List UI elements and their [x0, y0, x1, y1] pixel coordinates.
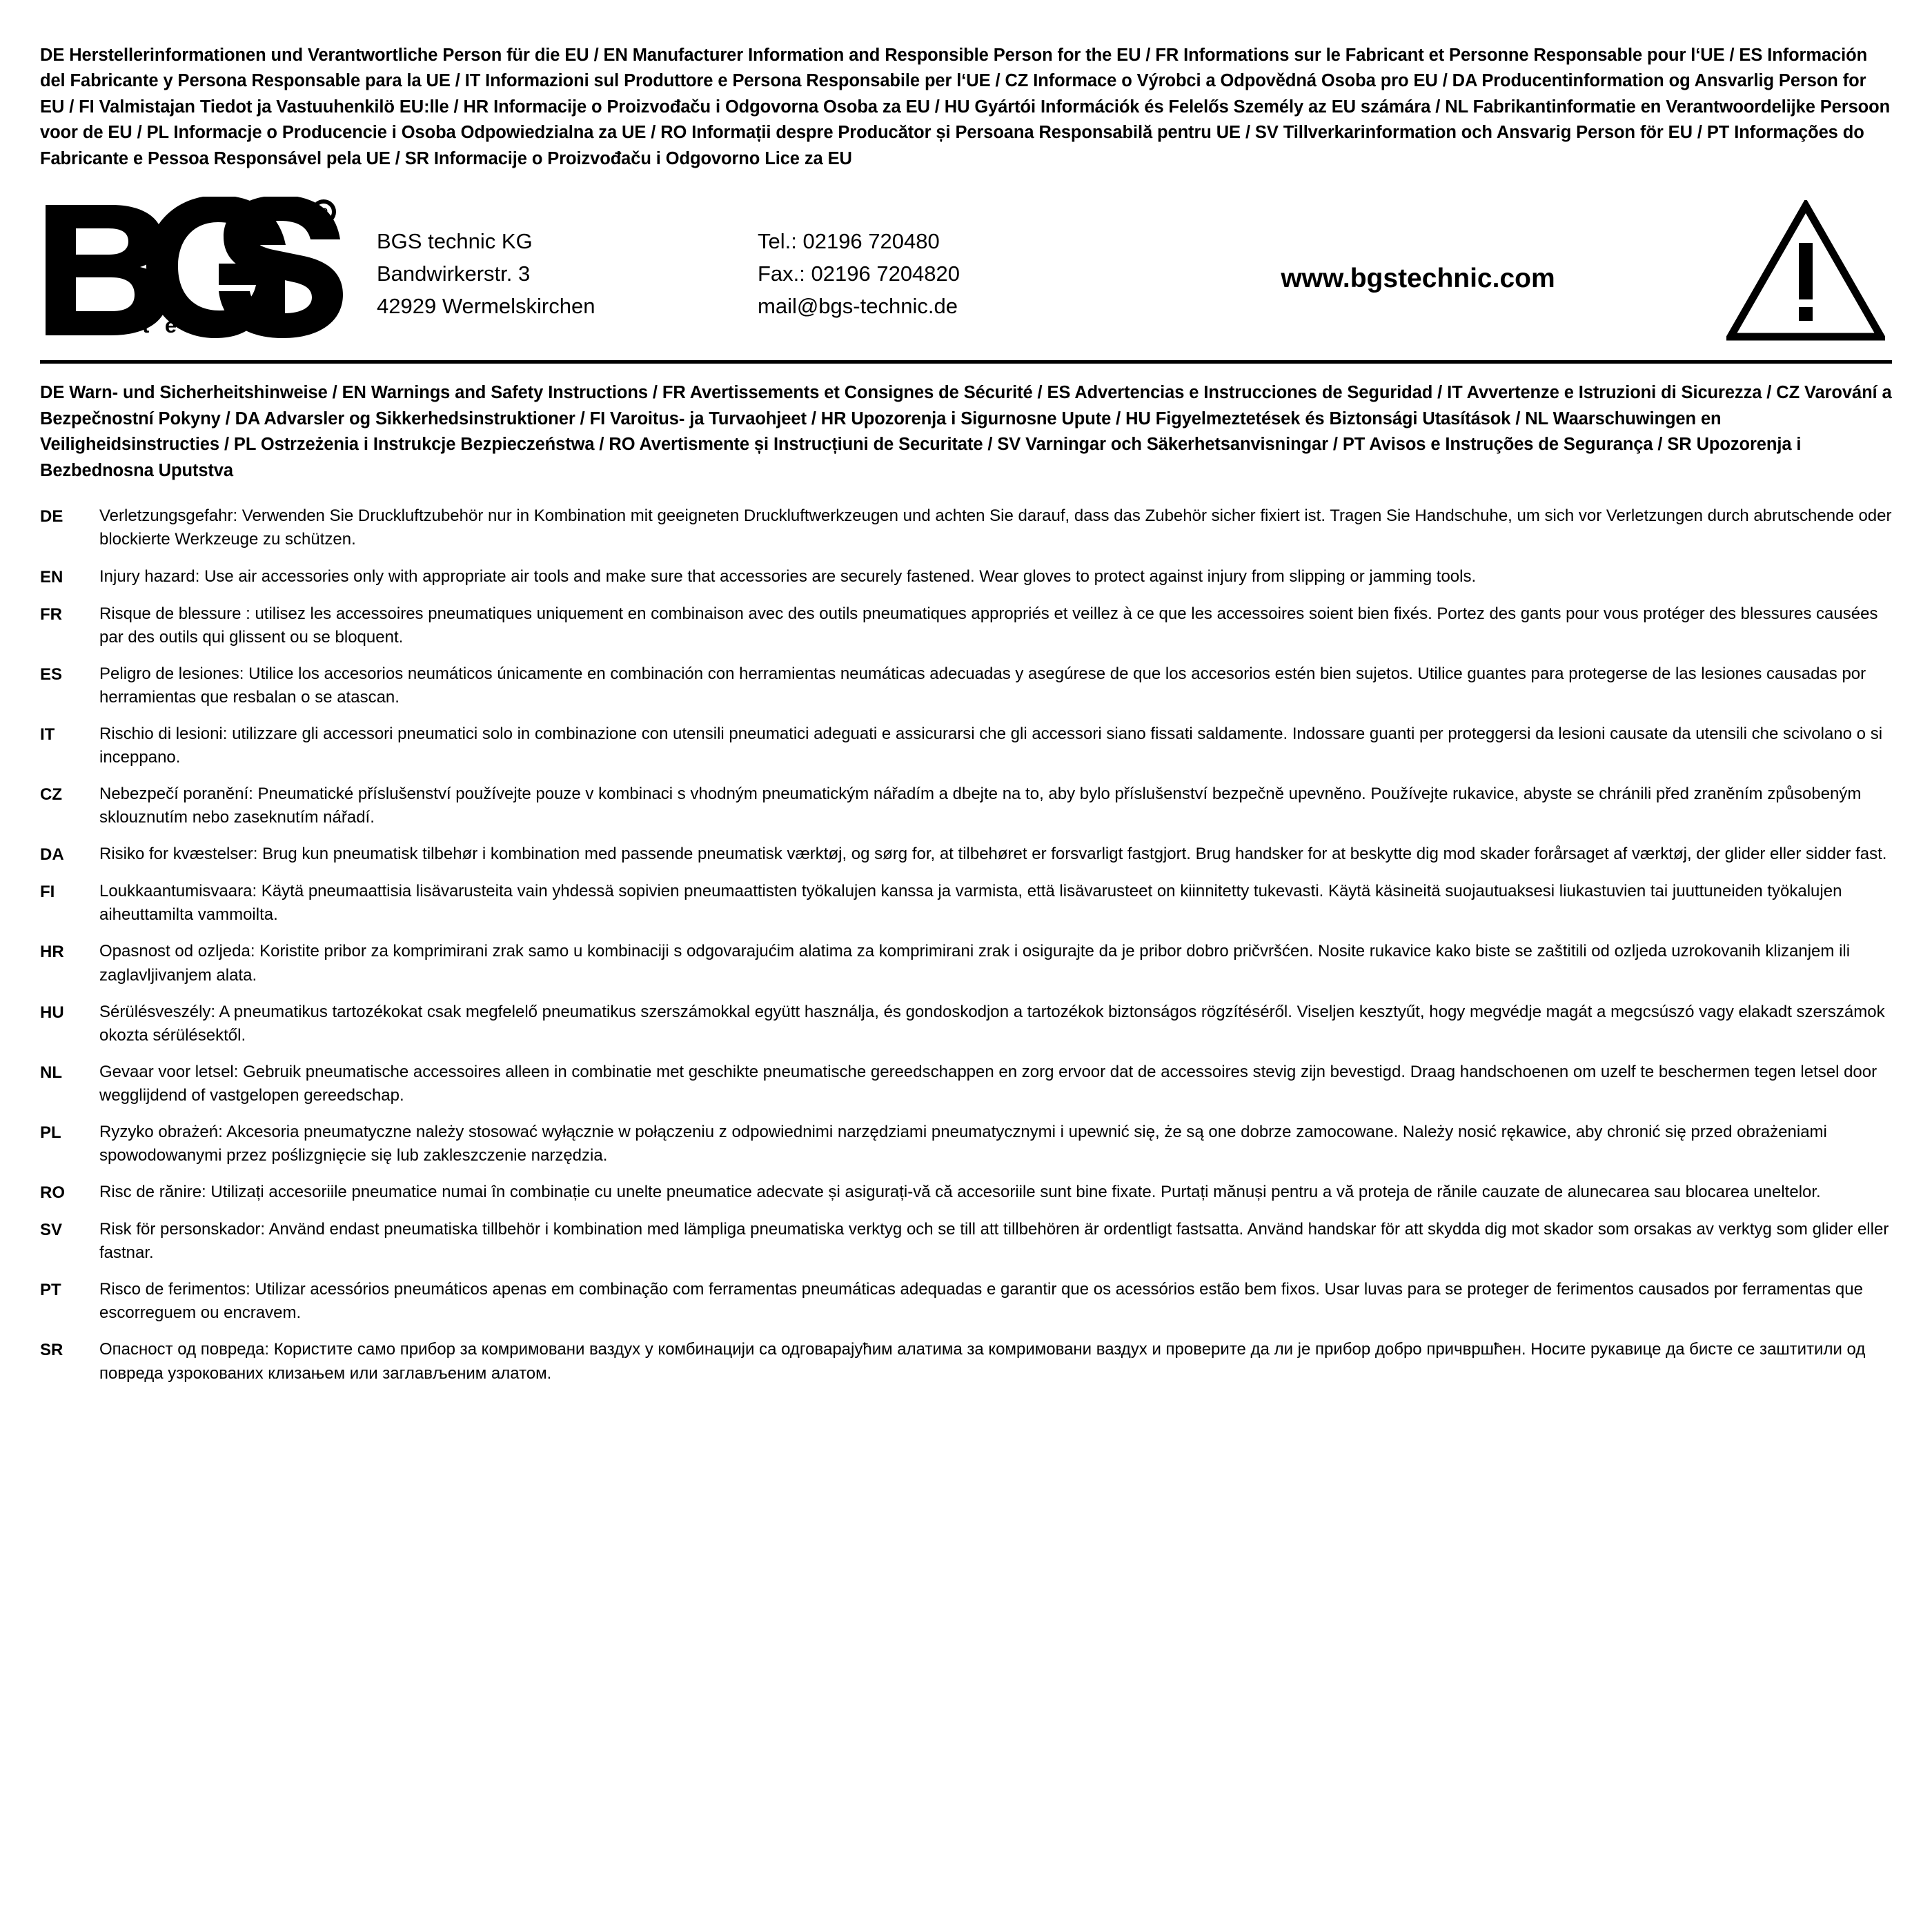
- language-code: IT: [40, 724, 55, 744]
- language-text: Loukkaantumisvaara: Käytä pneumaattisia lisävarusteita vain yhdessä sopivien pneumaattisten työkalujen kanssa ja varmista, että lisävarusteet on kiinnitetty tukevasti. Käytä käsineitä suojautuaksesi liukastuvien tai juuttuneiden työkalujen aiheuttamilta vammoilta.: [99, 882, 1842, 925]
- language-code: SV: [40, 1221, 63, 1240]
- language-code: DE: [40, 507, 63, 526]
- language-code: FI: [40, 883, 55, 902]
- list-item: [40, 1181, 1892, 1205]
- company-contact: [758, 219, 1144, 322]
- list-item: [40, 1278, 1892, 1325]
- list-item: [40, 1061, 1892, 1107]
- page-title: DE Herstellerinformationen und Verantwortliche Person für die EU / EN Manufacturer Information and Responsible Person for the EU / FR Informations sur le Fabricant et Personne Responsable pour l‘UE / ES Información del Fabricante y Persona Responsable para la UE / IT Informazioni sul Produttore e Persona Responsabile per l‘UE / CZ Informace o Výrobci a Odpovědná Osoba pro EU / DA Producentinformation og Ansvarlig Person for EU / FI Valmistajan Tiedot ja Vastuuhenkilö EU:lle / HR Informacije o Proizvođaču i Odgovorna Osoba za EU / HU Gyártói Információk és Felelős Személy az EU számára / NL Fabrikantinformatie en Verantwoordelijke Persoon voor de EU / PL Informacje o Producencie i Osoba Odpowiedzialna za UE / RO Informații despre Producător și Persoana Responsabilă pentru UE / SV Tillverkarinformation och Ansvarig Person för EU / PT Informações do Fabricante e Pessoa Responsável pela UE / SR Informacije o Proizvođaču i Odgovorno Lice za EU: [40, 46, 1891, 168]
- language-text: Опасност од повреда: Користите само прибор за комримовани ваздух у комбинацији са одговарајућим алатима за комримовани ваздух и проверите да ли је прибор добро причвршћен. Носите рукавице да бисте се заштитили од повреда узрокованих клизањем или заглављеним алатом.: [99, 1340, 1866, 1383]
- language-code: DA: [40, 845, 64, 865]
- language-text: Risque de blessure : utilisez les accessoires pneumatiques uniquement en combinaison avec des outils pneumatiques appropriés et veillez à ce que les accessoires soient bien fixés. Portez des gants pour vous protéger des blessures causées par des outils qui glissent ou se bloquent.: [99, 604, 1878, 647]
- company-name: BGS technic KG: [377, 229, 533, 254]
- company-fax: Fax.: 02196 7204820: [758, 262, 960, 286]
- language-code: ES: [40, 664, 63, 684]
- svg-text:R: R: [319, 206, 328, 221]
- language-text: Risc de rănire: Utilizați accesoriile pneumatice numai în combinație cu unelte pneumatice adecvate și asigurați-vă că accesoriile sunt bine fixate. Purtați mănuși pentru a vă proteja de rănile cauzate de alunecarea sau blocarea uneltelor.: [99, 1183, 1821, 1202]
- language-code: PT: [40, 1281, 61, 1300]
- language-text: Nebezpečí poranění: Pneumatické příslušenství používejte pouze v kombinaci s vhodným pneumatickým nářadím a dbejte na to, aby bylo příslušenství bezpečně upevněno. Používejte rukavice, abyste se chránili před zraněním způsobeným sklouznutím nebo zaseknutím nářadí.: [99, 785, 1862, 827]
- list-item: [40, 722, 1892, 769]
- list-item: [40, 1338, 1892, 1385]
- language-text: Verletzungsgefahr: Verwenden Sie Druckluftzubehör nur in Kombination mit geeigneten Druckluftwerkzeugen und achten Sie darauf, dass das Zubehör sicher fixiert ist. Tragen Sie Handschuhe, um sich vor Verletzungen durch abrutschende oder blockierte Werkzeuge zu schützen.: [99, 506, 1892, 549]
- language-code: FR: [40, 604, 62, 624]
- list-item: [40, 940, 1892, 987]
- list-item: [40, 782, 1892, 829]
- language-text: Ryzyko obrażeń: Akcesoria pneumatyczne należy stosować wyłącznie w połączeniu z odpowiednimi narzędziami pneumatycznymi i upewnić się, że są one dobrze zamocowane. Należy nosić rękawice, aby chronić się przed obrażeniami spowodowanymi przez poślizgnięcie się lub zakleszczenie narzędzia.: [99, 1122, 1827, 1165]
- language-code: PL: [40, 1123, 61, 1142]
- company-street: Bandwirkerstr. 3: [377, 262, 531, 286]
- language-text: Risco de ferimentos: Utilizar acessórios pneumáticos apenas em combinação com ferramentas pneumáticas adequadas e garantir que os acessórios estão bem fixos. Usar luvas para se proteger de ferimentos causados por ferramentas que escorreguem ou encravem.: [99, 1280, 1863, 1323]
- bgs-logo: [40, 197, 364, 345]
- language-text: Risiko for kvæstelser: Brug kun pneumatisk tilbehør i kombination med passende pneumatisk værktøj, og sørg for, at tilbehøret er forsvarligt fastgjort. Brug handsker for at beskytte dig mod skader forårsaget af værktøj, der glider eller sidder fast.: [99, 845, 1887, 864]
- language-text: Injury hazard: Use air accessories only with appropriate air tools and make sure that accessories are securely fastened. Wear gloves to protect against injury from slipping or jamming tools.: [99, 566, 1477, 586]
- company-email[interactable]: mail@bgs-technic.de: [758, 294, 958, 319]
- company-city: 42929 Wermelskirchen: [377, 294, 595, 319]
- language-text: Peligro de lesiones: Utilice los accesorios neumáticos únicamente en combinación con herramientas neumáticas adecuadas y asegúrese de que los accesorios estén bien sujetos. Utilice guantes para protegerse de las lesiones causadas por herramientas que resbalan o se atascan.: [99, 664, 1866, 707]
- language-warning-list: [40, 504, 1892, 1385]
- language-text: Gevaar voor letsel: Gebruik pneumatische accessoires alleen in combinatie met geschikte pneumatische gereedschappen en zorg ervoor dat de accessoires stevig zijn bevestigd. Draag handschoenen om uzelf te beschermen tegen letsel door wegglijdend of vastgelopen gereedschap.: [99, 1062, 1877, 1105]
- company-tel: Tel.: 02196 720480: [758, 229, 940, 254]
- svg-text:t e c h n i c: t e c h n i c: [142, 313, 316, 338]
- list-item: [40, 1000, 1892, 1047]
- list-item: [40, 565, 1892, 589]
- language-code: SR: [40, 1341, 63, 1360]
- language-code: RO: [40, 1183, 65, 1203]
- warnings-heading: DE Warn- und Sicherheitshinweise / EN Warnings and Safety Instructions / FR Avertissements et Consignes de Sécurité / ES Advertencias e Instrucciones de Seguridad / IT Avvertenze e Istruzioni di Sicurezza / CZ Varování a Bezpečnostní Pokyny / DA Advarsler og Sikkerhedsinstruktioner / FI Varoitus- ja Turvaohjeet / HR Upozorenja i Sigurnosne Upute / HU Figyelmeztetések és Biztonsági Utasítások / NL Waarschuwingen en Veiligheidsinstructies / PL Ostrzeżenia i Instrukcje Bezpieczeństwa / RO Avertismente și Instrucțiuni de Securitate / SV Varningar och Säkerhetsanvisningar / PT Avisos e Instruções de Segurança / SR Upozorenja i Bezbednosna Uputstva: [40, 383, 1892, 480]
- list-item: [40, 880, 1892, 927]
- list-item: [40, 1218, 1892, 1265]
- language-text: Opasnost od ozljeda: Koristite pribor za komprimirani zrak samo u kombinaciji s odgovarajućim alatima za komprimirani zrak i osigurajte da je pribor dobro pričvršćen. Nosite rukavice kako biste se zaštitili od ozljeda uzrokovanih klizanjem ili zaglavljivanjem alata.: [99, 942, 1851, 985]
- language-text: Sérülésveszély: A pneumatikus tartozékokat csak megfelelő pneumatikus szerszámokkal együtt használja, és gondoskodjon a tartozékok biztonságos rögzítéséről. Viseljen kesztyűt, hogy megvédje magát a megcsúszó vagy elakadt szerszámok okozta sérülésektől.: [99, 1002, 1885, 1045]
- language-text: Rischio di lesioni: utilizzare gli accessori pneumatici solo in combinazione con utensili pneumatici adeguati e assicurarsi che gli accessori siano fissati saldamente. Indossare guanti per proteggersi da lesioni causate da utensili che scivolano o si inceppano.: [99, 724, 1883, 767]
- language-code: NL: [40, 1063, 62, 1082]
- list-item: [40, 662, 1892, 709]
- language-code: HR: [40, 943, 64, 962]
- company-website[interactable]: www.bgstechnic.com: [1281, 263, 1555, 293]
- language-text: Risk för personskador: Använd endast pneumatiska tillbehör i kombination med lämpliga pneumatiska verktyg och se till att tillbehören är ordentligt fastsatta. Använd handskar för att skydda dig mot skador som orsakas av verktyg som glider eller fastnar.: [99, 1220, 1889, 1263]
- list-item: [40, 504, 1892, 551]
- language-code: HU: [40, 1003, 64, 1022]
- list-item: [40, 602, 1892, 649]
- language-code: EN: [40, 567, 63, 586]
- company-address: [364, 219, 758, 322]
- list-item: [40, 1121, 1892, 1167]
- warning-triangle-icon: [1719, 200, 1892, 342]
- company-header-band: [40, 191, 1892, 364]
- language-code: CZ: [40, 785, 62, 805]
- list-item: [40, 842, 1892, 867]
